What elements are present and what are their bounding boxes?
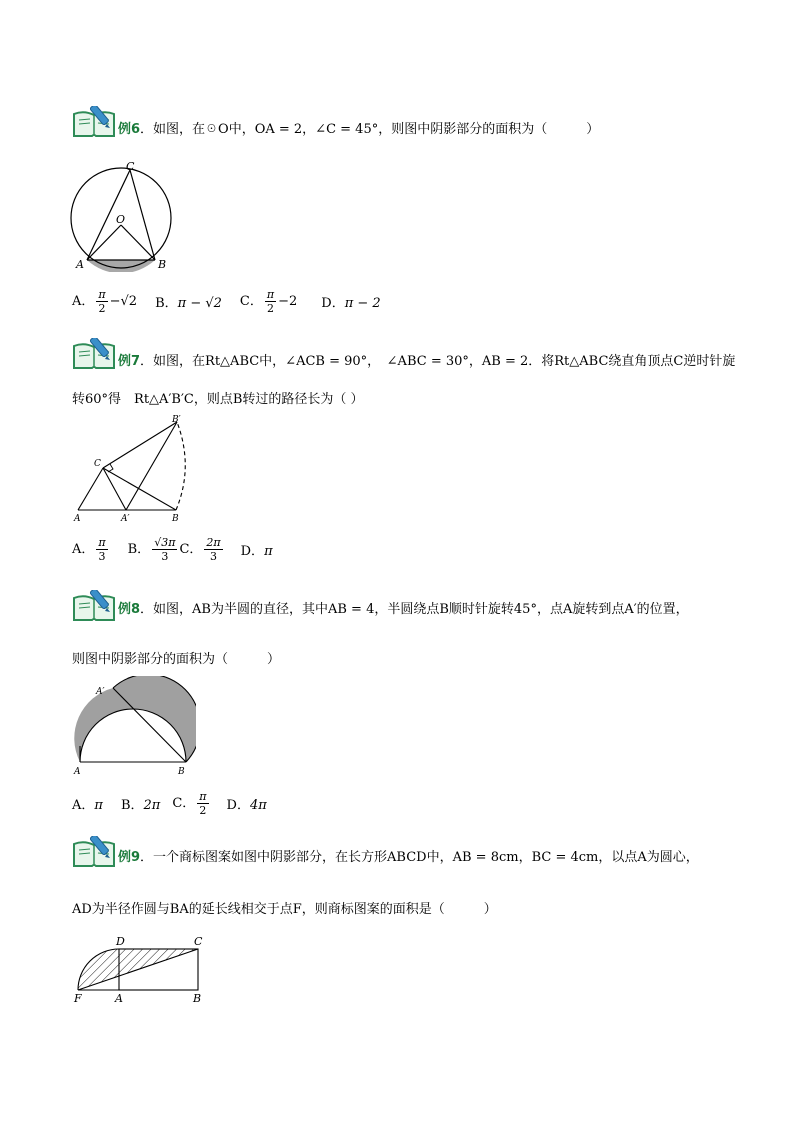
option-c[interactable]: C． $\frac{2\pi}{3}$ xyxy=(179,536,221,563)
option-d[interactable]: D．4π xyxy=(226,798,267,813)
example-6-label: 例6 xyxy=(118,122,141,137)
example-7-label: 例7 xyxy=(118,354,141,369)
option-c[interactable]: C． $\frac{\pi}{2}$ xyxy=(172,790,207,817)
label-o: O xyxy=(116,213,126,226)
example-9-stem-line2: AD为半径作圆与BA的延长线相交于点F，则商标图案的面积是（ ） xyxy=(72,902,497,917)
example-6-options xyxy=(72,288,381,315)
label-b-prime: B′ xyxy=(172,415,181,425)
example-9-figure xyxy=(66,932,216,1008)
option-b[interactable]: B．2π xyxy=(120,798,161,813)
example-6-figure xyxy=(66,160,178,272)
example-7-options xyxy=(72,536,273,563)
option-c[interactable]: C． $\frac{\pi}{2}$ −2 xyxy=(239,288,298,315)
label-a-prime: A′ xyxy=(96,687,105,697)
option-a[interactable]: A． $\frac{\pi}{2}$ −√2 xyxy=(72,288,138,315)
label-c: C xyxy=(94,459,101,469)
option-b[interactable]: B． $\frac{√3\pi}{3}$ xyxy=(127,536,176,563)
example-8-figure xyxy=(66,676,196,780)
label-a: A xyxy=(76,258,84,271)
label-f: F xyxy=(74,992,82,1005)
option-a[interactable]: A． $\frac{\pi}{3}$ xyxy=(72,536,106,563)
label-b: B xyxy=(193,992,202,1005)
example-7-stem-line1: 例7．如图，在Rt△ABC中，∠ACB = 90°， ∠ABC = 30°，AB = 2．将Rt△ABC绕直角顶点C逆时针旋 xyxy=(118,354,736,369)
label-c: C xyxy=(194,935,203,948)
option-d[interactable]: D．π − 2 xyxy=(321,296,381,311)
label-a: A xyxy=(115,992,123,1005)
example-7-stem-line2: 转60°得 Rt△A′B′C，则点B转过的路径长为（ ） xyxy=(72,392,364,407)
example-6-question: ．如图，在☉O中，OA = 2，∠C = 45°，则图中阴影部分的面积为（ ） xyxy=(140,122,600,137)
label-d: D xyxy=(116,935,125,948)
example-8-label: 例8 xyxy=(118,602,141,617)
example-8-stem-line1: 例8．如图，AB为半圆的直径，其中AB = 4，半圆绕点B顺时针旋转45°，点A旋转到点A′的位置， xyxy=(118,602,689,617)
label-a-prime: A′ xyxy=(121,514,130,524)
label-a: A xyxy=(74,767,81,777)
option-a[interactable]: A．π xyxy=(72,798,103,813)
example-6-stem xyxy=(118,118,599,137)
option-b[interactable]: B．π − √2 xyxy=(155,296,222,311)
label-a: A xyxy=(74,514,81,524)
book-pencil-icon xyxy=(72,836,116,868)
example-8-stem-line2: 则图中阴影部分的面积为（ ） xyxy=(72,652,281,667)
label-b: B xyxy=(158,258,167,271)
example-8-options xyxy=(72,790,267,817)
example-9-stem-line1: 例9．一个商标图案如图中阴影部分，在长方形ABCD中，AB = 8cm，BC = 4cm，以点A为圆心， xyxy=(118,850,699,865)
label-c: C xyxy=(126,160,135,173)
option-d[interactable]: D．π xyxy=(240,544,273,559)
book-pencil-icon xyxy=(72,590,116,622)
example-9-label: 例9 xyxy=(118,850,141,865)
label-b: B xyxy=(172,514,179,524)
example-7-figure xyxy=(66,412,206,524)
label-b: B xyxy=(178,767,185,777)
book-pencil-icon xyxy=(72,338,116,370)
book-pencil-icon xyxy=(72,106,116,138)
